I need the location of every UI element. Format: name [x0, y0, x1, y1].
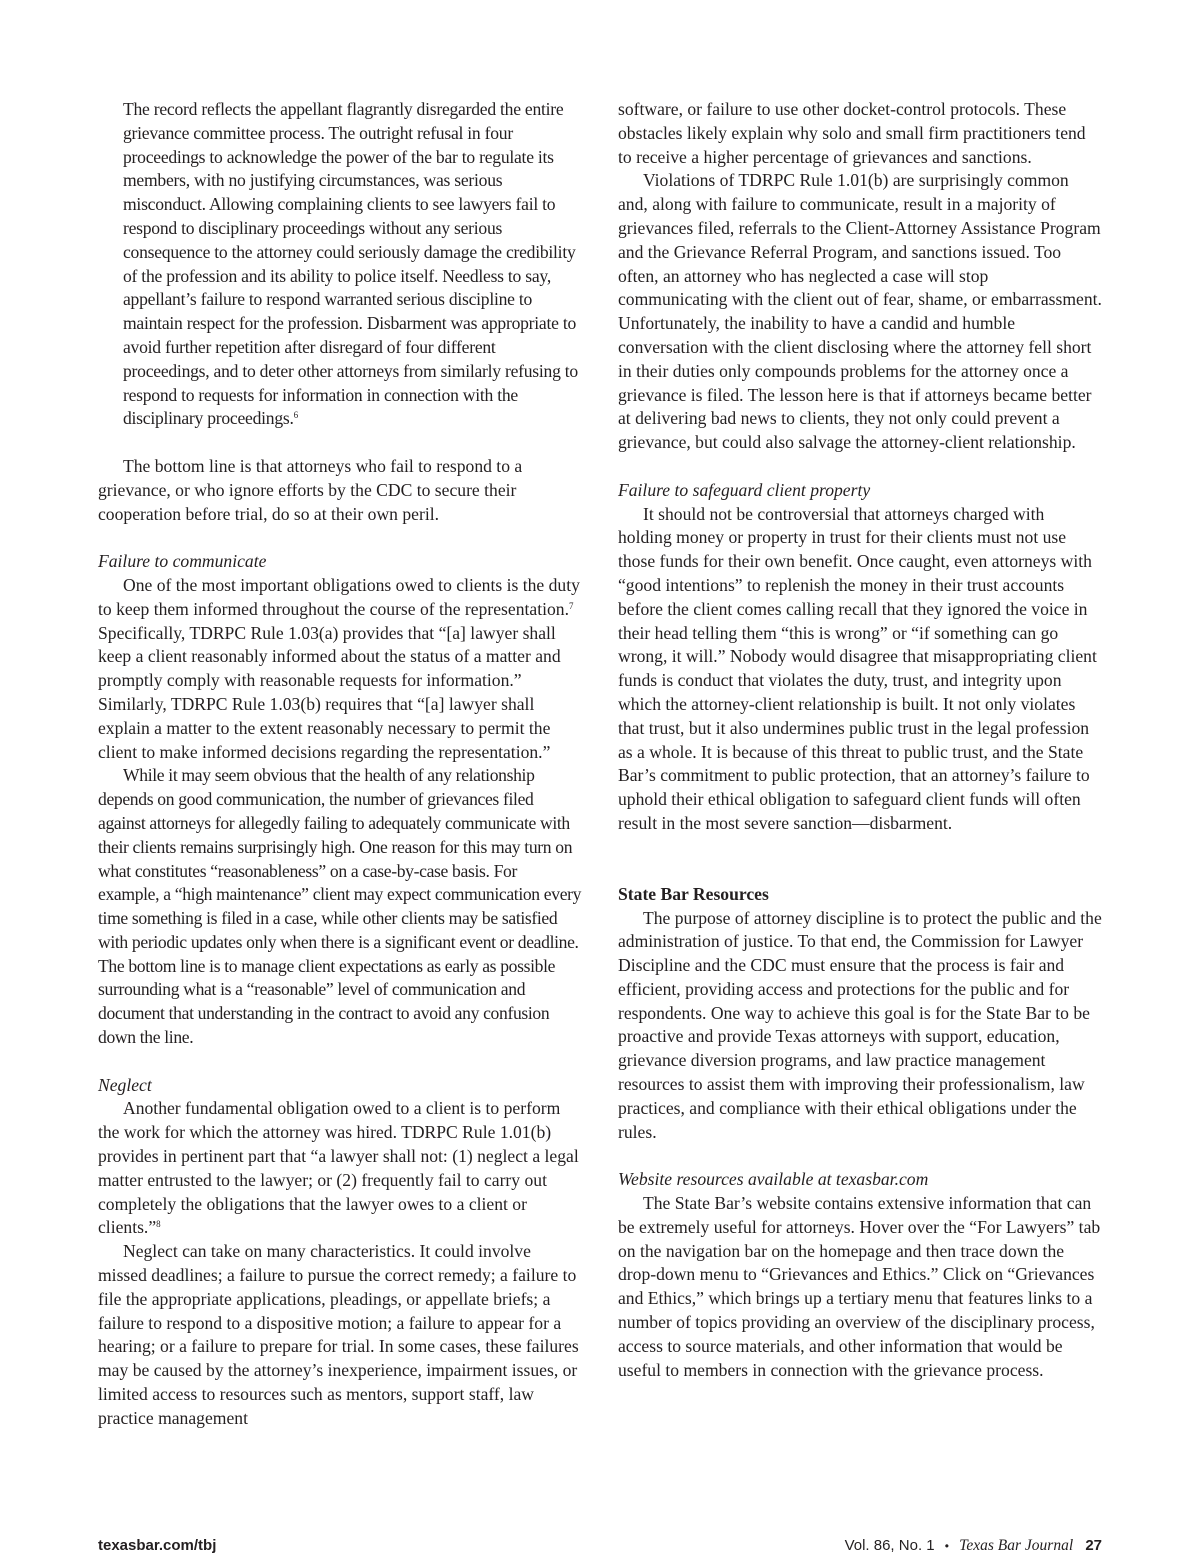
- heading-failure-to-communicate: Failure to communicate: [98, 551, 267, 572]
- page-footer: [98, 1537, 1102, 1557]
- footnote-ref-7: 7: [568, 600, 574, 611]
- communicate-p1-text-a: One of the most important obligations owed to clients is the duty to keep them informed throughout the course of the representation.: [98, 574, 580, 619]
- footer-bullet: •: [944, 1539, 949, 1553]
- page-number: 27: [1085, 1537, 1102, 1554]
- neglect-paragraph-2: Neglect can take on many characteristics. It could involve missed deadlines; a failure to pursue the correct remedy; a failure to file the appropriate applications, pleadings, or appellate briefs; a failure to respond to a dispositive motion; a failure to appear for a hearing; or a failure to prepare for trial. In some cases, these failures may be caused by the attorney’s inexperience, impairment issues, or limited access to resources such as mentors, support staff, law practice management: [98, 1241, 579, 1428]
- footer-url-link[interactable]: texasbar.com/tbj: [98, 1537, 217, 1554]
- footer-journal-title: Texas Bar Journal: [959, 1537, 1074, 1554]
- safeguard-paragraph: It should not be controversial that attorneys charged with holding money or property in trust for their clients must not use those funds for their own benefit. Once caught, even attorneys with “good intentions” to replenish the money in their trust accounts before the client comes calling recall that they ignored the voice in their head telling them “this is wrong” or “if something can go wrong, it will.” Nobody would disagree that misappropriating client funds is conduct that violates the duty, trust, and integrity upon which the attorney-client relationship is built. It not only violates that trust, but it also undermines public trust in the legal profession as a whole. It is because of this threat to public trust, and the State Bar’s commitment to public protection, that an attorney’s failure to uphold their ethical obligation to safeguard client funds will often result in the most severe sanction—disbarment.: [618, 503, 1097, 833]
- footer-volume: Vol. 86, No. 1: [844, 1537, 935, 1554]
- heading-failure-to-safeguard: Failure to safeguard client property: [618, 479, 871, 500]
- footnote-ref-8: 8: [156, 1219, 161, 1230]
- neglect-continued-paragraph: software, or failure to use other docket-control protocols. These obstacles likely explain why solo and small firm practitioners tend to receive a higher percentage of grievances and sanctions.: [618, 99, 1086, 167]
- bottom-line-paragraph: The bottom line is that attorneys who fail to respond to a grievance, or who ignore efforts by the CDC to secure their cooperation before trial, do so at their own peril.: [98, 455, 523, 524]
- block-quote: [98, 98, 582, 431]
- left-column: [98, 98, 582, 1431]
- communicate-paragraph-1: [98, 574, 582, 764]
- communicate-paragraph-2: While it may seem obvious that the health of any relationship depends on good communication, the number of grievances filed against attorneys for allegedly failing to adequately communicate with their clients remains surprisingly high. One reason for this may turn on what constitutes “reasonableness” on a case-by-case basis. For example, a “high maintenance” client may expect communication every time something is filed in a case, while other clients may be satisfied with periodic updates only when there is a significant event or deadline. The bottom line is to manage client expectations as early as possible surrounding what is a “reasonable” level of communication and document that understanding in the contract to avoid any confusion down the line.: [98, 765, 582, 1048]
- communicate-p1-text-b: Specifically, TDRPC Rule 1.03(a) provides that “[a] lawyer shall keep a client reasonably informed about the status of a matter and promptly comply with reasonable requests for information.” Similarly, TDRPC Rule 1.03(b) requires that “[a] lawyer shall explain a matter to the extent reasonably necessary to permit the client to make informed decisions regarding the representation.”: [98, 622, 561, 762]
- heading-neglect: Neglect: [98, 1074, 152, 1095]
- block-quote-text: The record reflects the appellant flagrantly disregarded the entire grievance committee process. The outright refusal in four proceedings to acknowledge the power of the bar to regulate its members, with no justifying circumstances, was serious misconduct. Allowing complaining clients to see lawyers fail to respond to disciplinary proceedings without any serious consequence to the attorney could seriously damage the credibility of the profession and its ability to police itself. Needless to say, appellant’s failure to respond warranted serious discipline to maintain respect for the profession. Disbarment was appropriate to avoid further repetition after disregard of four different proceedings, and to deter other attorneys from similarly refusing to respond to requests for information in connection with the disciplinary proceedings.: [123, 99, 578, 429]
- neglect-paragraph-1: [98, 1097, 582, 1240]
- neglect-p1-text: Another fundamental obligation owed to a client is to perform the work for which the attorney was hired. TDRPC Rule 1.01(b) provides in pertinent part that “a lawyer shall not: (1) neglect a legal matter entrusted to the lawyer; or (2) frequently fail to carry out completely the obligations that the lawyer owes to a client or clients.”: [98, 1098, 579, 1238]
- heading-state-bar-resources: State Bar Resources: [618, 883, 769, 904]
- footnote-ref-6: 6: [293, 410, 298, 421]
- right-column: [618, 98, 1102, 1382]
- website-paragraph: The State Bar’s website contains extensive information that can be extremely useful for attorneys. Hover over the “For Lawyers” tab on the navigation bar on the homepage and then trace down the drop-down menu to “Grievances and Ethics.” Click on “Grievances and Ethics,” which brings up a tertiary menu that features links to a number of topics providing an overview of the disciplinary process, access to source materials, and other information that would be useful to members in connection with the grievance process.: [618, 1193, 1101, 1380]
- heading-website-resources: Website resources available at texasbar.com: [618, 1169, 929, 1190]
- resources-paragraph: The purpose of attorney discipline is to protect the public and the administration of justice. To that end, the Commission for Lawyer Discipline and the CDC must ensure that the process is fair and efficient, providing access and protections for the public and for respondents. One way to achieve this goal is for the State Bar to be proactive and provide Texas attorneys with support, education, grievance diversion programs, and law practice management resources to assist them with improving their professionalism, law practices, and compliance with their ethical obligations under the rules.: [618, 907, 1102, 1142]
- violations-paragraph: Violations of TDRPC Rule 1.01(b) are surprisingly common and, along with failure to communicate, result in a majority of grievances filed, referrals to the Client-Attorney Assistance Program and the Grievance Referral Program, and sanctions issued. Too often, an attorney who has neglected a case will stop communicating with the client out of fear, shame, or embarrassment. Unfortunately, the inability to have a candid and humble conversation with the client disclosing where the attorney fell short in their duties only compounds problems for the attorney once a grievance is filed. The lesson here is that if attorneys became better at delivering bad news to clients, they not only could prevent a grievance, but could also salvage the attorney-client relationship.: [618, 170, 1102, 453]
- footer-issue-info: [845, 1537, 1102, 1555]
